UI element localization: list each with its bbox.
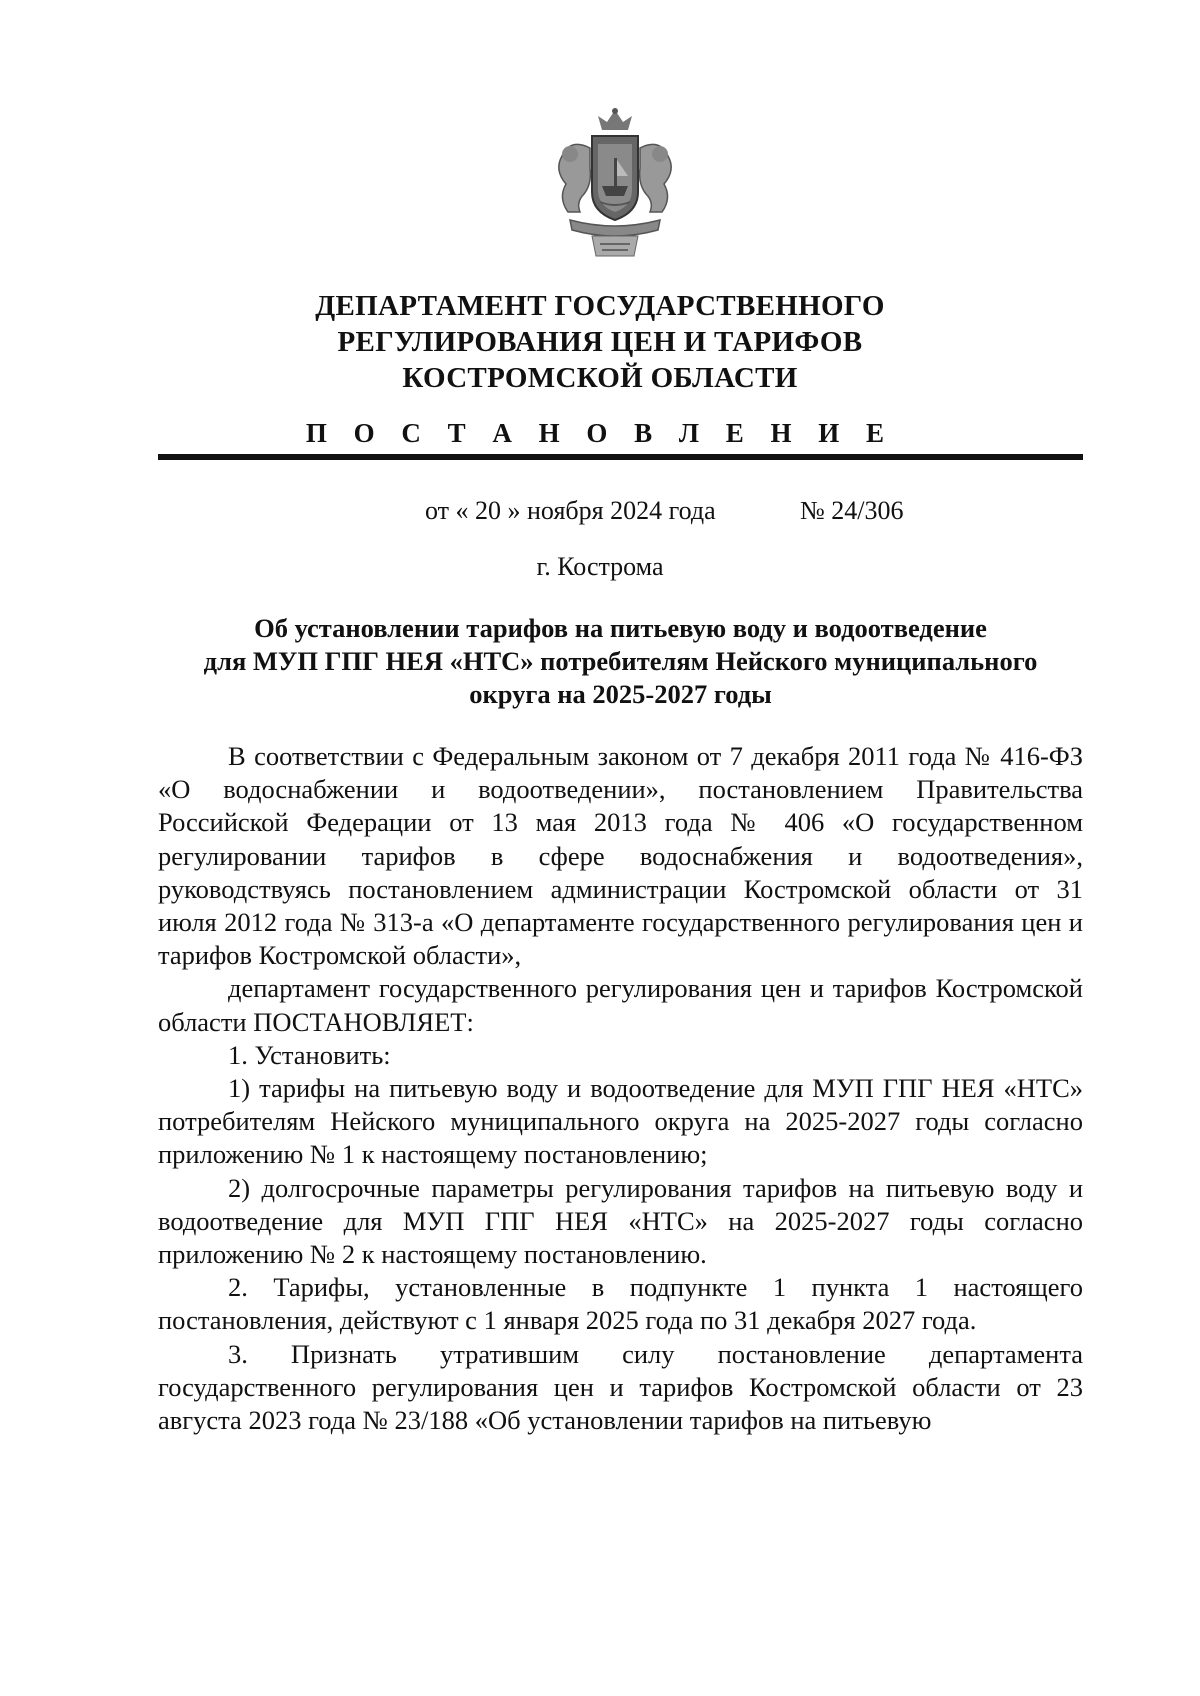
document-number: № 24/306 <box>800 496 904 525</box>
document-city: г. Кострома <box>536 552 664 581</box>
org-line-2: РЕГУЛИРОВАНИЯ ЦЕН И ТАРИФОВ <box>337 326 863 358</box>
paragraph-item-3: 3. Признать утратившим силу постановление департамента государственного регулирования цен и тарифов Костромской области от 23 августа 2023 года № 23/188 «Об установлении тарифов на питьевую <box>158 1338 1083 1436</box>
org-line-3: КОСТРОМСКОЙ ОБЛАСТИ <box>402 362 798 394</box>
document-title <box>158 612 1083 711</box>
paragraph-resolves: департамент государственного регулирования цен и тарифов Костромской области ПОСТАНОВЛЯЕТ: <box>158 973 1083 1037</box>
title-line-2: для МУП ГПГ НЕЯ «НТС» потребителям Нейского муниципального <box>203 646 1038 676</box>
paragraph-preamble: В соответствии с Федеральным законом от 7 декабря 2011 года № 416-ФЗ «О водоснабжении и водоотведении», постановлением Правительства Российской Федерации от 13 мая 2013 года № 406 «О государственном регулировании тарифов в сфере водоснабжения и водоотведения», руководствуясь постановлением администрации Костромской области от 31 июля 2012 года № 313-а «О департаменте государственного регулирования цен и тарифов Костромской области», <box>158 741 1083 971</box>
header-divider <box>158 454 1083 460</box>
document-date: от « 20 » ноября 2024 года <box>425 496 716 525</box>
paragraph-item-2: 2. Тарифы, установленные в подпункте 1 пункта 1 настоящего постановления, действуют с 1 января 2025 года по 31 декабря 2027 года. <box>158 1272 1083 1336</box>
document-type: П О С Т А Н О В Л Е Н И Е <box>305 418 895 448</box>
paragraph-item-1: 1. Установить: <box>228 1039 391 1070</box>
organization-name <box>0 288 1200 396</box>
document-body <box>158 740 1083 1437</box>
title-line-1: Об установлении тарифов на питьевую воду и водоотведение <box>254 613 987 643</box>
coat-of-arms-icon <box>540 108 690 260</box>
org-line-1: ДЕПАРТАМЕНТ ГОСУДАРСТВЕННОГО <box>315 290 885 322</box>
paragraph-subitem-1: 1) тарифы на питьевую воду и водоотведение для МУП ГПГ НЕЯ «НТС» потребителям Нейского муниципального округа на 2025-2027 годы согласно приложению № 1 к настоящему постановлению; <box>158 1073 1083 1170</box>
paragraph-subitem-2: 2) долгосрочные параметры регулирования тарифов на питьевую воду и водоотведение для МУП ГПГ НЕЯ «НТС» на 2025-2027 годы согласно приложению № 2 к настоящему постановлению. <box>158 1172 1083 1270</box>
title-line-3: округа на 2025-2027 годы <box>469 679 772 709</box>
